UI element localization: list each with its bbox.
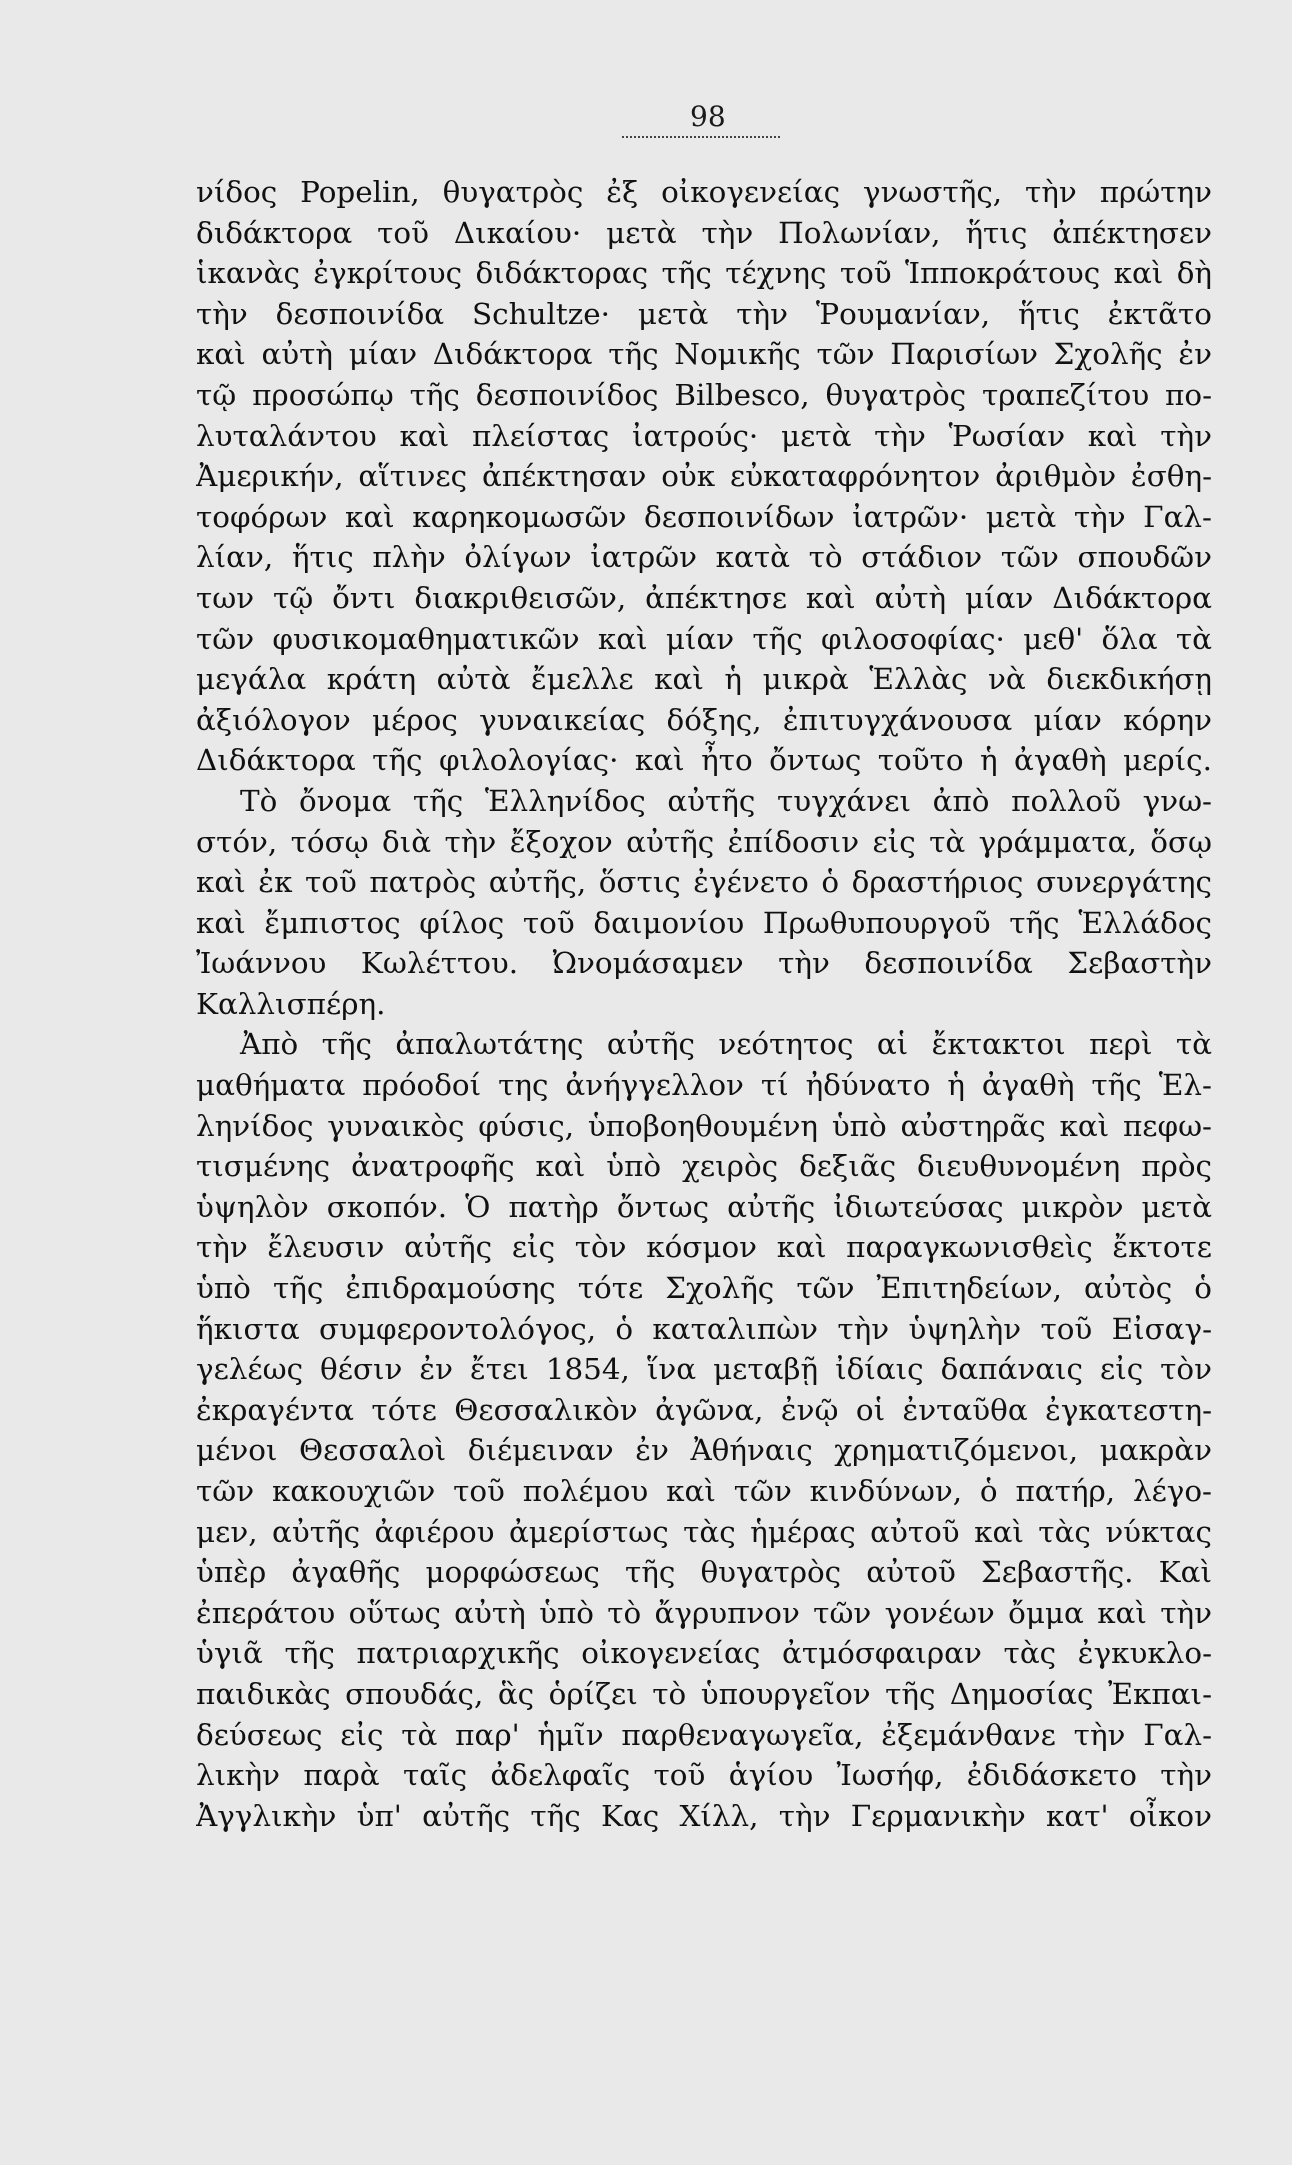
text-line: Διδάκτορα τῆς φιλολογίας· καὶ ἦτο ὄντως τοῦτο ἡ ἀγαθὴ μερίς. xyxy=(196,743,1212,778)
text-line: τῶν κακουχιῶν τοῦ πολέμου καὶ τῶν κινδύνων, ὁ πατήρ, λέγο- xyxy=(196,1474,1212,1508)
paragraph-last-line: Καλλισπέρη. xyxy=(196,986,386,1021)
text-line: παιδικὰς σπουδάς, ἃς ὁρίζει τὸ ὑπουργεῖον τῆς Δημοσίας Ἐκπαι- xyxy=(196,1676,1212,1711)
text-line: δεύσεως εἰς τὰ παρ' ἡμῖν παρθεναγωγεῖα, ἐξεμάνθανε τὴν Γαλ- xyxy=(196,1717,1212,1752)
text-line: τισμένης ἀνατροφῆς καὶ ὑπὸ χειρὸς δεξιᾶς διευθυνομένη πρὸς xyxy=(196,1149,1212,1184)
paragraph-first-line: Ἀπὸ τῆς ἀπαλωτάτης αὐτῆς νεότητος αἱ ἔκτακτοι περὶ τὰ xyxy=(240,1027,1212,1062)
text-line: μεν, αὐτῆς ἀφιέρου ἀμερίστως τὰς ἡμέρας αὐτοῦ καὶ τὰς νύκτας xyxy=(196,1514,1212,1549)
text-line: στόν, τόσῳ διὰ τὴν ἔξοχον αὐτῆς ἐπίδοσιν εἰς τὰ γράμματα, ὅσῳ xyxy=(196,824,1212,859)
text-line: ὑπὲρ ἀγαθῆς μορφώσεως τῆς θυγατρὸς αὐτοῦ Σεβαστῆς. Καὶ xyxy=(196,1555,1212,1590)
text-line: των τῷ ὄντι διακριθεισῶν, ἀπέκτησε καὶ αὐτὴ μίαν Διδάκτορα xyxy=(196,580,1212,615)
text-line: Ἀμερικήν, αἵτινες ἀπέκτησαν οὐκ εὐκαταφρόνητον ἀριθμὸν ἐσθη- xyxy=(196,459,1212,494)
text-line: ὑγιᾶ τῆς πατριαρχικῆς οἰκογενείας ἀτμόσφαιραν τὰς ἐγκυκλο- xyxy=(196,1636,1212,1671)
text-line: καὶ ἔμπιστος φίλος τοῦ δαιμονίου Πρωθυπουργοῦ τῆς Ἑλλάδος xyxy=(196,905,1212,940)
text-line: καὶ ἐκ τοῦ πατρὸς αὐτῆς, ὅστις ἐγένετο ὁ δραστήριος συνεργάτης xyxy=(196,865,1212,900)
text-line: Ἰωάννου Κωλέττου. Ὠνομάσαμεν τὴν δεσποινίδα Σεβαστὴν xyxy=(196,946,1212,981)
text-line: τῷ προσώπῳ τῆς δεσποινίδος Bilbesco, θυγατρὸς τραπεζίτου πο- xyxy=(196,377,1212,412)
text-line: ἐπεράτου οὕτως αὐτὴ ὑπὸ τὸ ἄγρυπνον τῶν γονέων ὄμμα καὶ τὴν xyxy=(196,1595,1212,1630)
text-line: ἀξιόλογον μέρος γυναικείας δόξης, ἐπιτυγχάνουσα μίαν κόρην xyxy=(196,702,1212,737)
text-line: λυταλάντου καὶ πλείστας ἰατρούς· μετὰ τὴν Ῥωσίαν καὶ τὴν xyxy=(196,418,1212,453)
text-line: λίαν, ἥτις πλὴν ὀλίγων ἰατρῶν κατὰ τὸ στάδιον τῶν σπουδῶν xyxy=(196,540,1212,575)
body-text xyxy=(196,172,1212,1836)
text-line: Ἀγγλικὴν ὑπ' αὐτῆς τῆς Κας Χίλλ, τὴν Γερμανικὴν κατ' οἶκον xyxy=(196,1798,1212,1833)
text-line: ὑψηλὸν σκοπόν. Ὁ πατὴρ ὄντως αὐτῆς ἰδιωτεύσας μικρὸν μετὰ xyxy=(196,1189,1212,1224)
paragraph-first-line: Τὸ ὄνομα τῆς Ἑλληνίδος αὐτῆς τυγχάνει ἀπὸ πολλοῦ γνω- xyxy=(240,783,1212,818)
text-line: λικὴν παρὰ ταῖς ἀδελφαῖς τοῦ ἁγίου Ἰωσήφ, ἐδιδάσκετο τὴν xyxy=(196,1758,1212,1793)
page-number: 98 xyxy=(690,100,726,133)
text-line: διδάκτορα τοῦ Δικαίου· μετὰ τὴν Πολωνίαν, ἥτις ἀπέκτησεν xyxy=(196,215,1212,250)
text-line: γελέως θέσιν ἐν ἔτει 1854, ἵνα μεταβῇ ἰδίαις δαπάναις εἰς τὸν xyxy=(196,1352,1212,1387)
text-line: ληνίδος γυναικὸς φύσις, ὑποβοηθουμένη ὑπὸ αὐστηρᾶς καὶ πεφω- xyxy=(196,1108,1212,1143)
text-line: τὴν δεσποινίδα Schultze· μετὰ τὴν Ῥουμανίαν, ἥτις ἐκτᾶτο xyxy=(196,296,1212,331)
text-line: ὑπὸ τῆς ἐπιδραμούσης τότε Σχολῆς τῶν Ἐπιτηδείων, αὐτὸς ὁ xyxy=(196,1271,1212,1306)
text-line: καὶ αὐτὴ μίαν Διδάκτορα τῆς Νομικῆς τῶν Παρισίων Σχολῆς ἐν xyxy=(196,337,1212,372)
text-line: τοφόρων καὶ καρηκομωσῶν δεσποινίδων ἰατρῶν· μετὰ τὴν Γαλ- xyxy=(196,499,1212,534)
text-line: νίδος Popelin, θυγατρὸς ἐξ οἰκογενείας γνωστῆς, τὴν πρώτην xyxy=(196,175,1212,209)
text-line: ἐκραγέντα τότε Θεσσαλικὸν ἀγῶνα, ἐνῷ οἱ ἐνταῦθα ἐγκατεστη- xyxy=(196,1392,1212,1427)
text-line: ἥκιστα συμφεροντολόγος, ὁ καταλιπὼν τὴν ὑψηλὴν τοῦ Εἰσαγ- xyxy=(196,1311,1212,1346)
text-line: τῶν φυσικομαθηματικῶν καὶ μίαν τῆς φιλοσοφίας· μεθ' ὅλα τὰ xyxy=(196,621,1212,656)
text-line: ἱκανὰς ἐγκρίτους διδάκτορας τῆς τέχνης τοῦ Ἱπποκράτους καὶ δὴ xyxy=(196,256,1212,291)
page-number-rule xyxy=(622,136,780,138)
text-line: μένοι Θεσσαλοὶ διέμειναν ἐν Ἀθήναις χρηματιζόμενοι, μακρὰν xyxy=(196,1433,1212,1468)
text-line: μεγάλα κράτη αὐτὰ ἔμελλε καὶ ἡ μικρὰ Ἑλλὰς νὰ διεκδικήσῃ xyxy=(196,662,1212,697)
text-line: τὴν ἔλευσιν αὐτῆς εἰς τὸν κόσμον καὶ παραγκωνισθεὶς ἔκτοτε xyxy=(196,1230,1212,1265)
text-line: μαθήματα πρόοδοί της ἀνήγγελλον τί ἠδύνατο ἡ ἀγαθὴ τῆς Ἑλ- xyxy=(196,1068,1212,1103)
